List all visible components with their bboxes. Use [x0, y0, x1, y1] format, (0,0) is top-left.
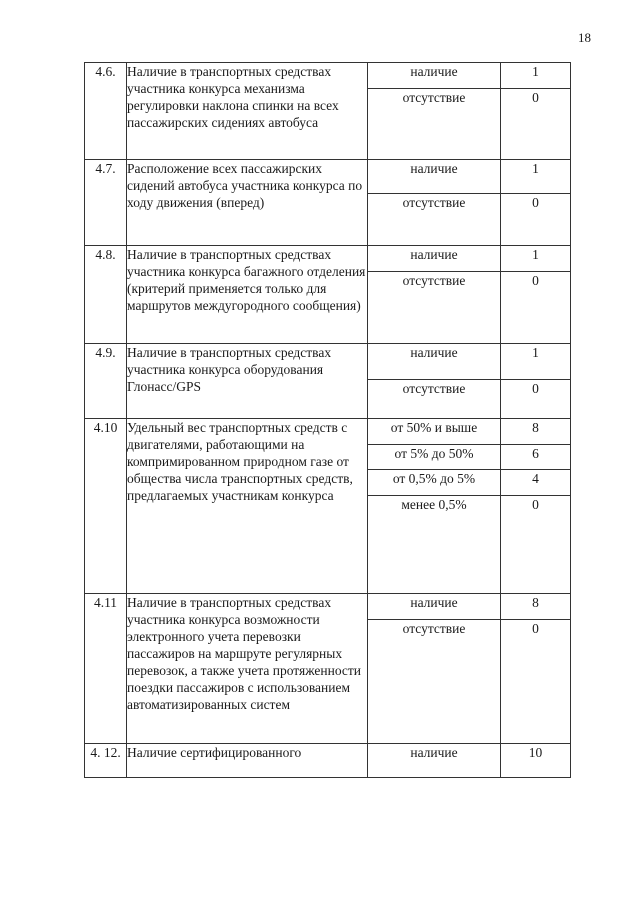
criterion-score: 1 [501, 344, 571, 380]
table-row [85, 419, 571, 445]
criterion-description: Наличие в транспортных средствах участника конкурса багажного отделения (критерий применяется только для маршрутов междугородного сообщения) [127, 246, 368, 344]
table-row [85, 63, 571, 89]
table-row [85, 344, 571, 380]
criterion-option: менее 0,5% [368, 496, 501, 594]
criterion-description: Наличие сертифицированного [127, 744, 368, 778]
criterion-number: 4.6. [85, 63, 127, 160]
criterion-option: наличие [368, 160, 501, 194]
criterion-score: 4 [501, 470, 571, 496]
criterion-option: наличие [368, 63, 501, 89]
criterion-option: отсутствие [368, 194, 501, 246]
criterion-score: 0 [501, 380, 571, 419]
criterion-description: Расположение всех пассажирских сидений автобуса участника конкурса по ходу движения (вперед) [127, 160, 368, 246]
criterion-score: 6 [501, 445, 571, 470]
criterion-score: 1 [501, 160, 571, 194]
criterion-score: 8 [501, 419, 571, 445]
criterion-score: 1 [501, 246, 571, 272]
criterion-option: отсутствие [368, 272, 501, 344]
criterion-number: 4. 12. [85, 744, 127, 778]
table-row [85, 594, 571, 620]
criterion-option: отсутствие [368, 89, 501, 160]
criterion-number: 4.7. [85, 160, 127, 246]
criterion-option: наличие [368, 594, 501, 620]
criterion-option: отсутствие [368, 380, 501, 419]
criterion-score: 0 [501, 272, 571, 344]
criteria-table [84, 62, 571, 778]
criterion-description: Наличие в транспортных средствах участника конкурса оборудования Глонасс/GPS [127, 344, 368, 419]
criterion-option: от 50% и выше [368, 419, 501, 445]
criterion-score: 1 [501, 63, 571, 89]
table-row [85, 160, 571, 194]
criterion-score: 10 [501, 744, 571, 778]
page-number: 18 [578, 30, 591, 45]
criterion-option: отсутствие [368, 620, 501, 744]
criterion-option: наличие [368, 744, 501, 778]
criterion-description: Наличие в транспортных средствах участника конкурса возможности электронного учета перевозки пассажиров на маршруте регулярных перевозок, а также учета протяженности поездки пассажиров с использованием автоматизированных систем [127, 594, 368, 744]
criterion-option: наличие [368, 246, 501, 272]
criterion-number: 4.8. [85, 246, 127, 344]
criterion-description: Наличие в транспортных средствах участника конкурса механизма регулировки наклона спинки на всех пассажирских сидениях автобуса [127, 63, 368, 160]
criterion-number: 4.9. [85, 344, 127, 419]
table-row [85, 246, 571, 272]
criterion-option: от 0,5% до 5% [368, 470, 501, 496]
criterion-score: 0 [501, 194, 571, 246]
criterion-option: от 5% до 50% [368, 445, 501, 470]
criterion-option: наличие [368, 344, 501, 380]
table-row [85, 744, 571, 778]
criterion-score: 0 [501, 89, 571, 160]
criterion-score: 0 [501, 620, 571, 744]
criterion-number: 4.10 [85, 419, 127, 594]
criterion-number: 4.11 [85, 594, 127, 744]
criterion-score: 8 [501, 594, 571, 620]
criterion-description: Удельный вес транспортных средств с двигателями, работающими на компримированном природном газе от общества числа транспортных средств, предлагаемых участникам конкурса [127, 419, 368, 594]
criterion-score: 0 [501, 496, 571, 594]
